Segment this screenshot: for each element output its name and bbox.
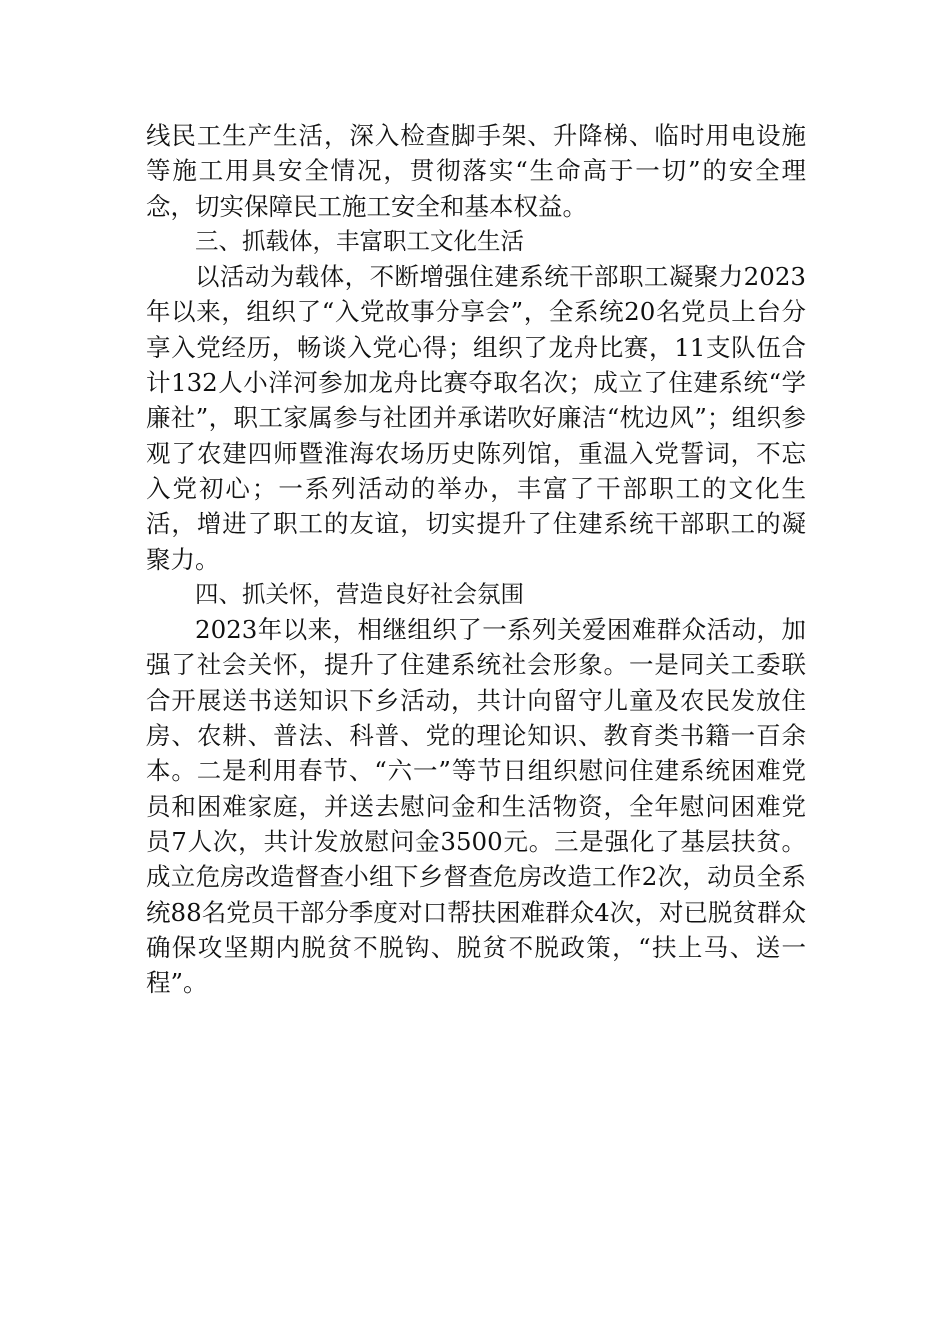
document-page [146, 118, 806, 1000]
body-paragraph: 2023年以来，相继组织了一系列关爱困难群众活动，加强了社会关怀，提升了住建系统社会形象。一是同关工委联合开展送书送知识下乡活动，共计向留守儿童及农民发放住房、农耕、普法、科普、党的理论知识、教育类书籍一百余本。二是利用春节、“六一”等节日组织慰问住建系统困难党员和困难家庭，并送去慰问金和生活物资，全年慰问困难党员7人次，共计发放慰问金3500元。三是强化了基层扶贫。成立危房改造督查小组下乡督查危房改造工作2次，动员全系统88名党员干部分季度对口帮扶困难群众4次，对已脱贫群众确保攻坚期内脱贫不脱钩、脱贫不脱政策，“扶上马、送一程”。 [146, 615, 806, 998]
body-paragraph: 以活动为载体，不断增强住建系统干部职工凝聚力2023年以来，组织了“入党故事分享会”，全系统20名党员上台分享入党经历，畅谈入党心得；组织了龙舟比赛，11支队伍合计132人小洋河参加龙舟比赛夺取名次；成立了住建系统“学廉社”，职工家属参与社团并承诺吹好廉洁“枕边风”；组织参观了农建四师暨淮海农场历史陈列馆，重温入党誓词，不忘入党初心；一系列活动的举办，丰富了干部职工的文化生活，增进了职工的友谊，切实提升了住建系统干部职工的凝聚力。 [146, 262, 806, 574]
body-paragraph: 线民工生产生活，深入检查脚手架、升降梯、临时用电设施等施工用具安全情况，贯彻落实“生命高于一切”的安全理念，切实保障民工施工安全和基本权益。 [146, 121, 806, 221]
section-heading: 四、抓关怀，营造良好社会氛围 [195, 579, 524, 608]
section-heading: 三、抓载体，丰富职工文化生活 [195, 226, 524, 255]
